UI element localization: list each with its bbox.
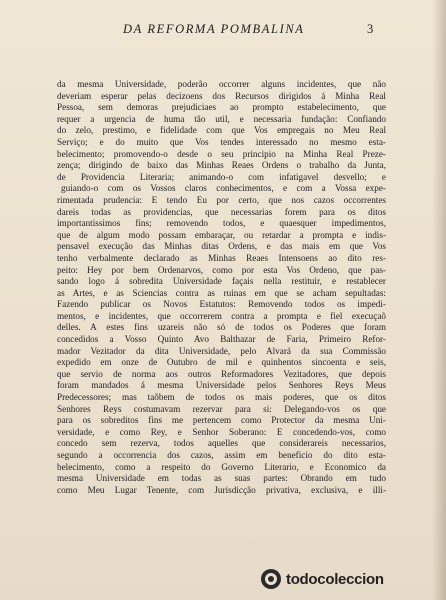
text-line: as Artes, e as Sciencias contra as ruinas em que se acham sepultadas:: [57, 287, 386, 298]
text-line: segundo a occorrencia dos cazos, assim em beneficio do dito esta-: [57, 450, 386, 460]
text-line: sando logo á sobredita Universidade façais nella restituir, e restablecer: [57, 276, 386, 287]
text-line: mador Vezitador da dita Universidade, pelo Alvará da sua Commissão: [57, 345, 386, 356]
text-line: mentos, e incidentes, que occorrerem contra a prompta e fiel execuçaõ: [57, 310, 386, 321]
text-line: concedidos a Vosso Quinto Avo Balthazar de Faria, Primeiro Refor-: [57, 334, 386, 345]
text-line: belecimento, como a respeito do Governo Literario, e Economico da: [57, 461, 386, 472]
text-line: pensavel execução das Minhas ditas Ordens, e das mais em que Vos: [57, 241, 386, 252]
text-line: do zelo, prestimo, e fidelidade com que Vos empregais no Meu Real: [57, 125, 386, 136]
page-number: 3: [367, 22, 375, 36]
text-line: expedido em onze de Outubro de mil e quinhentos sincoenta e seis,: [57, 357, 386, 368]
text-line: rimentada prudencia: E tendo Eu por certo, que nos cazos occorrentes: [57, 194, 386, 205]
text-line: para os sobreditos fins me pertencem como Protector da mesma Uni-: [57, 415, 386, 426]
text-line: Fazendo publicar os Novos Estatutos: Removendo todos os impedi-: [57, 299, 386, 310]
text-line: deveriam esperar pelas decizoens dos Recursos dirigidos á Minha Real: [57, 90, 386, 101]
text-line: como Meu Lugar Tenente, com Jurisdicção privativa, exclusiva, e illi-: [57, 484, 386, 495]
running-title: DA REFORMA POMBALINA: [123, 22, 305, 36]
text-line: de Providencia Literaria; animando-o com infatigavel desvello; e: [57, 171, 386, 182]
text-line: tenho verbalmente declarado as Minhas Reaes Intensoens ao dito res-: [57, 252, 386, 263]
text-line: mesma Universidade em todas as suas partes: Obrando em tudo: [57, 473, 386, 484]
text-line: Predecessores; mas taõbem de todos os mais poderes, que os ditos: [57, 392, 386, 403]
text-line: delles. A estes fins uzareis não só de todos os Poderes que foram: [57, 322, 386, 333]
text-line: Senhores Reys costumavam rezervar para si: Delegando-vos os que: [57, 403, 386, 414]
text-line: que servio de norma aos outros Reformadores Vezitadores, que depois: [57, 368, 386, 379]
text-line: requer a urgencia de huma tão util, e necessaria fundação: Confiando: [57, 113, 386, 124]
text-line: que de algum modo possam embaraçar, ou retardar a prompta e indis-: [57, 229, 386, 240]
watermark-text: todocoleccion: [286, 570, 384, 588]
page-edge-shadow: [432, 0, 446, 600]
text-line: peito: Hey por bem Ordenarvos, como por esta Vos Ordeno, que pas-: [57, 264, 386, 275]
text-line: Pessoa, sem demoras prejudiciaes ao prompto estabelecimento, que: [57, 102, 386, 113]
text-line: Serviço; e do muito que Vos tendes interessado no mesmo esta-: [57, 136, 386, 147]
text-line: importantissimos fins; removendo todos, e quaesquer impedimentos,: [57, 218, 386, 229]
text-line: concedo sem rezerva, todos aquelles que considerareis necessarios,: [57, 438, 386, 449]
text-line: zença; dirigindo de baixo das Minhas Reaes Ordens o trabalho da Junta,: [57, 160, 386, 171]
text-line: da mesma Universidade, poderão occorrer alguns incidentes, que não: [57, 79, 386, 89]
text-line: foram mandados á mesma Universidade pelos Senhores Reys Meus: [57, 380, 386, 391]
text-line: versidade, e como Rey, e Senhor Soberano: E concedendo-vos, como: [57, 426, 386, 437]
text-line: dareis todas as providencias, que necessarias forem para os ditos: [57, 206, 386, 217]
todocoleccion-logo-icon: [260, 568, 282, 590]
text-line: guiando-o com os Vossos claros conhecimentos, e com a Vossa expe-: [61, 183, 386, 194]
text-line: belecimento; promovendo-o desde o seu principio na Minha Real Preze-: [57, 148, 386, 159]
watermark: [260, 566, 440, 592]
body-text: [57, 79, 386, 496]
